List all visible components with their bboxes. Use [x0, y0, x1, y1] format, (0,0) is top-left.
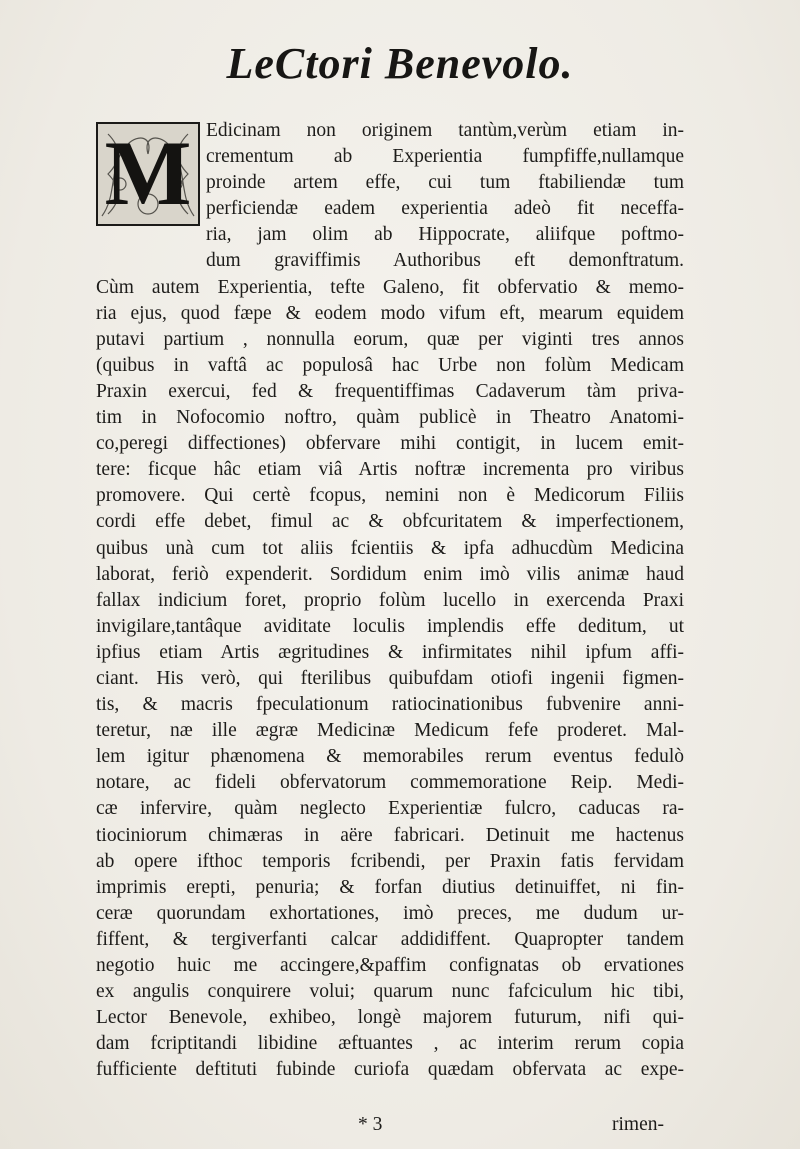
text-line: cæ infervire, quàm neglecto Experientiæ fulcro, caducas ra- — [96, 798, 684, 820]
text-line: (quibus in vaftâ ac populosâ hac Urbe non folùm Medicam — [96, 354, 684, 376]
text-line: ria, jam olim ab Hippocrate, aliifque poftmo- — [206, 224, 684, 246]
text-line: co,peregi diffectiones) obfervare mihi contigit, in lucem emit- — [96, 433, 684, 455]
text-line: tiociniorum chimæras in aëre fabricari. Detinuit me hactenus — [96, 824, 684, 846]
text-line: cordi effe debet, fimul ac & obfcuritatem & imperfectionem, — [96, 511, 684, 533]
text-line: ipfius etiam Artis ægritudines & infirmitates nihil ipfum affi- — [96, 641, 684, 663]
text-line: putavi partium , nonnulla eorum, quæ per viginti tres annos — [96, 328, 684, 350]
signature-mark: * 3 — [358, 1114, 383, 1135]
text-line: ab opere ifthoc temporis fcribendi, per Praxin fatis fervidam — [96, 850, 684, 872]
text-line: dam fcriptitandi libidine æftuantes , ac interim rerum copia — [96, 1033, 684, 1055]
catchword: rimen- — [612, 1114, 664, 1135]
text-line: teretur, næ ille ægræ Medicinæ Medicum fefe proderet. Mal- — [96, 720, 684, 742]
text-line: tis, & macris fpeculationum ratiocinationibus fubvenire anni- — [96, 694, 684, 716]
text-line: tere: ficque hâc etiam viâ Artis noftræ incrementa pro viribus — [96, 459, 684, 481]
text-line: tim in Nofocomio noftro, quàm publicè in Theatro Anatomi- — [96, 407, 684, 429]
text-line: quibus unà cum tot aliis fcientiis & ipfa adhucdùm Medicina — [96, 537, 684, 559]
text-line: ex angulis conquirere volui; quarum nunc fafciculum hic tibi, — [96, 981, 684, 1003]
page-header: LeCtori Benevolo. — [226, 39, 574, 88]
text-line: promovere. Qui certè fcopus, nemini non è Medicorum Filiis — [96, 485, 684, 507]
text-line: imprimis erepti, penuria; & forfan diutius detinuiffet, ni fin- — [96, 876, 684, 898]
text-line: Edicinam non originem tantùm,verùm etiam in- — [206, 120, 684, 141]
text-line: negotio huic me accingere,&paffim confignatas ob ervationes — [96, 955, 684, 976]
text-line: Lector Benevole, exhibeo, longè majorem futurum, nifi qui- — [96, 1007, 684, 1029]
text-line: fallax indicium foret, proprio folùm lucello in exercenda Praxi — [96, 589, 684, 611]
text-line: fufficiente deftituti fubinde curiofa quædam obfervata ac expe- — [96, 1059, 684, 1081]
text-line: crementum ab Experientia fumpfiffe,nullamque — [206, 146, 684, 168]
text-line: fiffent, & tergiverfanti calcar addidiffent. Quapropter tandem — [96, 928, 684, 950]
body-text — [96, 118, 684, 1083]
text-line: notare, ac fideli obfervatorum commemoratione Reip. Medi- — [96, 772, 684, 794]
text-line: ria ejus, quod fæpe & eodem modo vifum eft, mearum equidem — [96, 302, 684, 324]
text-line: dum graviffimis Authoribus eft demonftratum. — [206, 250, 684, 272]
text-line: proinde artem effe, cui tum ftabiliendæ tum — [206, 172, 684, 194]
text-line: Cùm autem Experientia, tefte Galeno, fit obfervatio & memo- — [96, 276, 684, 298]
text-line: ceræ quorundam exhortationes, imò preces, me dudum ur- — [96, 902, 684, 924]
initial-letter-glyph: M — [104, 124, 192, 224]
text-line: perficiendæ eadem experientia adeò fit neceffa- — [206, 198, 684, 220]
text-line: invigilare,tantâque aviditate loculis implendis effe deditum, ut — [96, 615, 684, 637]
text-line: laborat, feriò expenderit. Sordidum enim imò vilis animæ haud — [96, 563, 684, 585]
text-line: ciant. His verò, qui fterilibus quibufdam otiofi ingenii figmen- — [96, 667, 684, 689]
text-line: lem igitur phænomena & memorabiles rerum eventus fedulò — [96, 746, 684, 768]
text-line: Praxin exercui, fed & frequentiffimas Cadaverum tàm priva- — [96, 380, 684, 402]
